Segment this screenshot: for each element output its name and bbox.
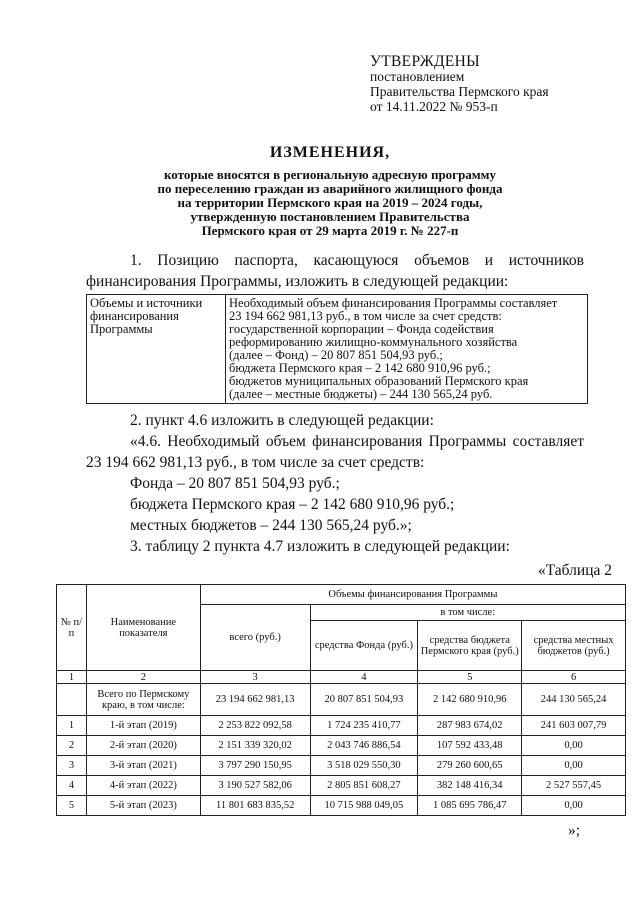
item2-line4: Фонда – 20 807 851 504,93 руб.; <box>130 475 340 492</box>
item1-line1: 1. Позицию паспорта, касающуюся объемов и источников <box>130 252 584 269</box>
table-row <box>57 756 626 776</box>
cell-region: 1 085 695 786,47 <box>418 796 522 816</box>
column-number: 1 <box>57 671 87 684</box>
cell-local: 0,00 <box>522 736 626 756</box>
cell-total: 23 194 662 981,13 <box>200 684 310 716</box>
table-caption: «Таблица 2 <box>537 562 612 579</box>
passport-line: (далее – Фонд) – 20 807 851 504,93 руб.; <box>229 348 443 362</box>
passport-row <box>87 295 588 404</box>
closing-quote: »; <box>568 822 581 839</box>
table-header-row <box>57 585 626 605</box>
cell-total: 11 801 683 835,52 <box>200 796 310 816</box>
item2-line3: 23 194 662 981,13 руб., в том числе за счет средств: <box>86 454 425 471</box>
cell-name: Всего по Пермскому краю, в том числе: <box>86 684 200 716</box>
table-row <box>57 776 626 796</box>
passport-line: реформированию жилищно-коммунального хозяйства <box>229 335 518 349</box>
cell-num: 4 <box>57 776 87 796</box>
cell-fund: 20 807 851 504,93 <box>310 684 418 716</box>
cell-region: 2 142 680 910,96 <box>418 684 522 716</box>
cell-num: 1 <box>57 716 87 736</box>
header-region: средства бюджета Пермского края (руб.) <box>418 621 522 671</box>
approval-block <box>370 54 620 114</box>
approval-line: Правительства Пермского края <box>370 84 549 99</box>
cell-local: 0,00 <box>522 756 626 776</box>
column-number: 6 <box>522 671 626 684</box>
cell-name: 1-й этап (2019) <box>86 716 200 736</box>
heading-title: ИЗМЕНЕНИЯ, <box>269 144 391 161</box>
column-number: 2 <box>86 671 200 684</box>
item2-line5: бюджета Пермского края – 2 142 680 910,96 руб.; <box>130 496 455 513</box>
column-number: 4 <box>310 671 418 684</box>
column-number: 3 <box>200 671 310 684</box>
table-row <box>57 716 626 736</box>
cell-total: 2 253 822 092,58 <box>200 716 310 736</box>
cell-local: 0,00 <box>522 796 626 816</box>
cell-fund: 3 518 029 550,30 <box>310 756 418 776</box>
heading-subtitle: на территории Пермского края на 2019 – 2024 годы, <box>177 195 483 210</box>
cell-fund: 2 043 746 886,54 <box>310 736 418 756</box>
cell-region: 382 148 416,34 <box>418 776 522 796</box>
cell-local: 2 527 557,45 <box>522 776 626 796</box>
approval-line: постановлением <box>370 69 465 84</box>
cell-fund: 1 724 235 410,77 <box>310 716 418 736</box>
item2-line6: местных бюджетов – 244 130 565,24 руб.»; <box>130 517 412 534</box>
approval-date: от 14.11.2022 № 953-п <box>370 99 498 114</box>
passport-text <box>226 295 588 404</box>
header-name: Наименование показателя <box>86 585 200 671</box>
cell-local: 241 603 007,79 <box>522 716 626 736</box>
cell-total: 3 797 290 150,95 <box>200 756 310 776</box>
passport-line: Необходимый объем финансирования Программы составляет <box>229 296 558 310</box>
cell-name: 4-й этап (2022) <box>86 776 200 796</box>
cell-region: 287 983 674,02 <box>418 716 522 736</box>
heading-subtitle: утвержденную постановлением Правительства <box>190 209 470 224</box>
passport-line: 23 194 662 981,13 руб., в том числе за счет средств: <box>229 309 502 323</box>
cell-region: 107 592 433,48 <box>418 736 522 756</box>
header-total: всего (руб.) <box>200 605 310 671</box>
heading-subtitle: Пермского края от 29 марта 2019 г. № 227-п <box>201 223 459 238</box>
header-including: в том числе: <box>310 605 625 621</box>
passport-table <box>86 294 588 404</box>
approval-title: УТВЕРЖДЕНЫ <box>370 53 480 70</box>
item2-line1: 2. пункт 4.6 изложить в следующей редакции: <box>130 412 434 429</box>
passport-line: бюджетов муниципальных образований Пермского края <box>229 374 529 388</box>
table-row <box>57 736 626 756</box>
column-number: 5 <box>418 671 522 684</box>
header-local: средства местных бюджетов (руб.) <box>522 621 626 671</box>
heading-subtitle: по переселению граждан из аварийного жилищного фонда <box>157 181 503 196</box>
item2-line2: «4.6. Необходимый объем финансирования Программы составляет <box>130 433 584 450</box>
cell-fund: 10 715 988 049,05 <box>310 796 418 816</box>
table-row <box>57 684 626 716</box>
cell-local: 244 130 565,24 <box>522 684 626 716</box>
cell-num: 2 <box>57 736 87 756</box>
cell-region: 279 260 600,65 <box>418 756 522 776</box>
cell-num: 5 <box>57 796 87 816</box>
cell-num <box>57 684 87 716</box>
column-number-row <box>57 671 626 684</box>
passport-line: бюджета Пермского края – 2 142 680 910,96 руб.; <box>229 361 491 375</box>
cell-name: 3-й этап (2021) <box>86 756 200 776</box>
cell-num: 3 <box>57 756 87 776</box>
item1-line2: финансирования Программы, изложить в следующей редакции: <box>86 273 509 290</box>
financing-table <box>56 584 626 816</box>
header-group: Объемы финансирования Программы <box>200 585 625 605</box>
table-row <box>57 796 626 816</box>
header-fund: средства Фонда (руб.) <box>310 621 418 671</box>
cell-name: 5-й этап (2023) <box>86 796 200 816</box>
cell-fund: 2 805 851 608,27 <box>310 776 418 796</box>
cell-total: 3 190 527 582,06 <box>200 776 310 796</box>
cell-total: 2 151 339 320,02 <box>200 736 310 756</box>
passport-label: Объемы и источники финансирования Программы <box>87 295 226 404</box>
passport-line: государственной корпорации – Фонда содействия <box>229 322 494 336</box>
document-heading <box>60 144 600 238</box>
heading-subtitle: которые вносятся в региональную адресную программу <box>163 167 497 182</box>
header-num: № п/п <box>57 585 87 671</box>
item3-line1: 3. таблицу 2 пункта 4.7 изложить в следующей редакции: <box>130 538 510 555</box>
passport-line: (далее – местные бюджеты) – 244 130 565,24 руб. <box>229 387 493 401</box>
cell-name: 2-й этап (2020) <box>86 736 200 756</box>
